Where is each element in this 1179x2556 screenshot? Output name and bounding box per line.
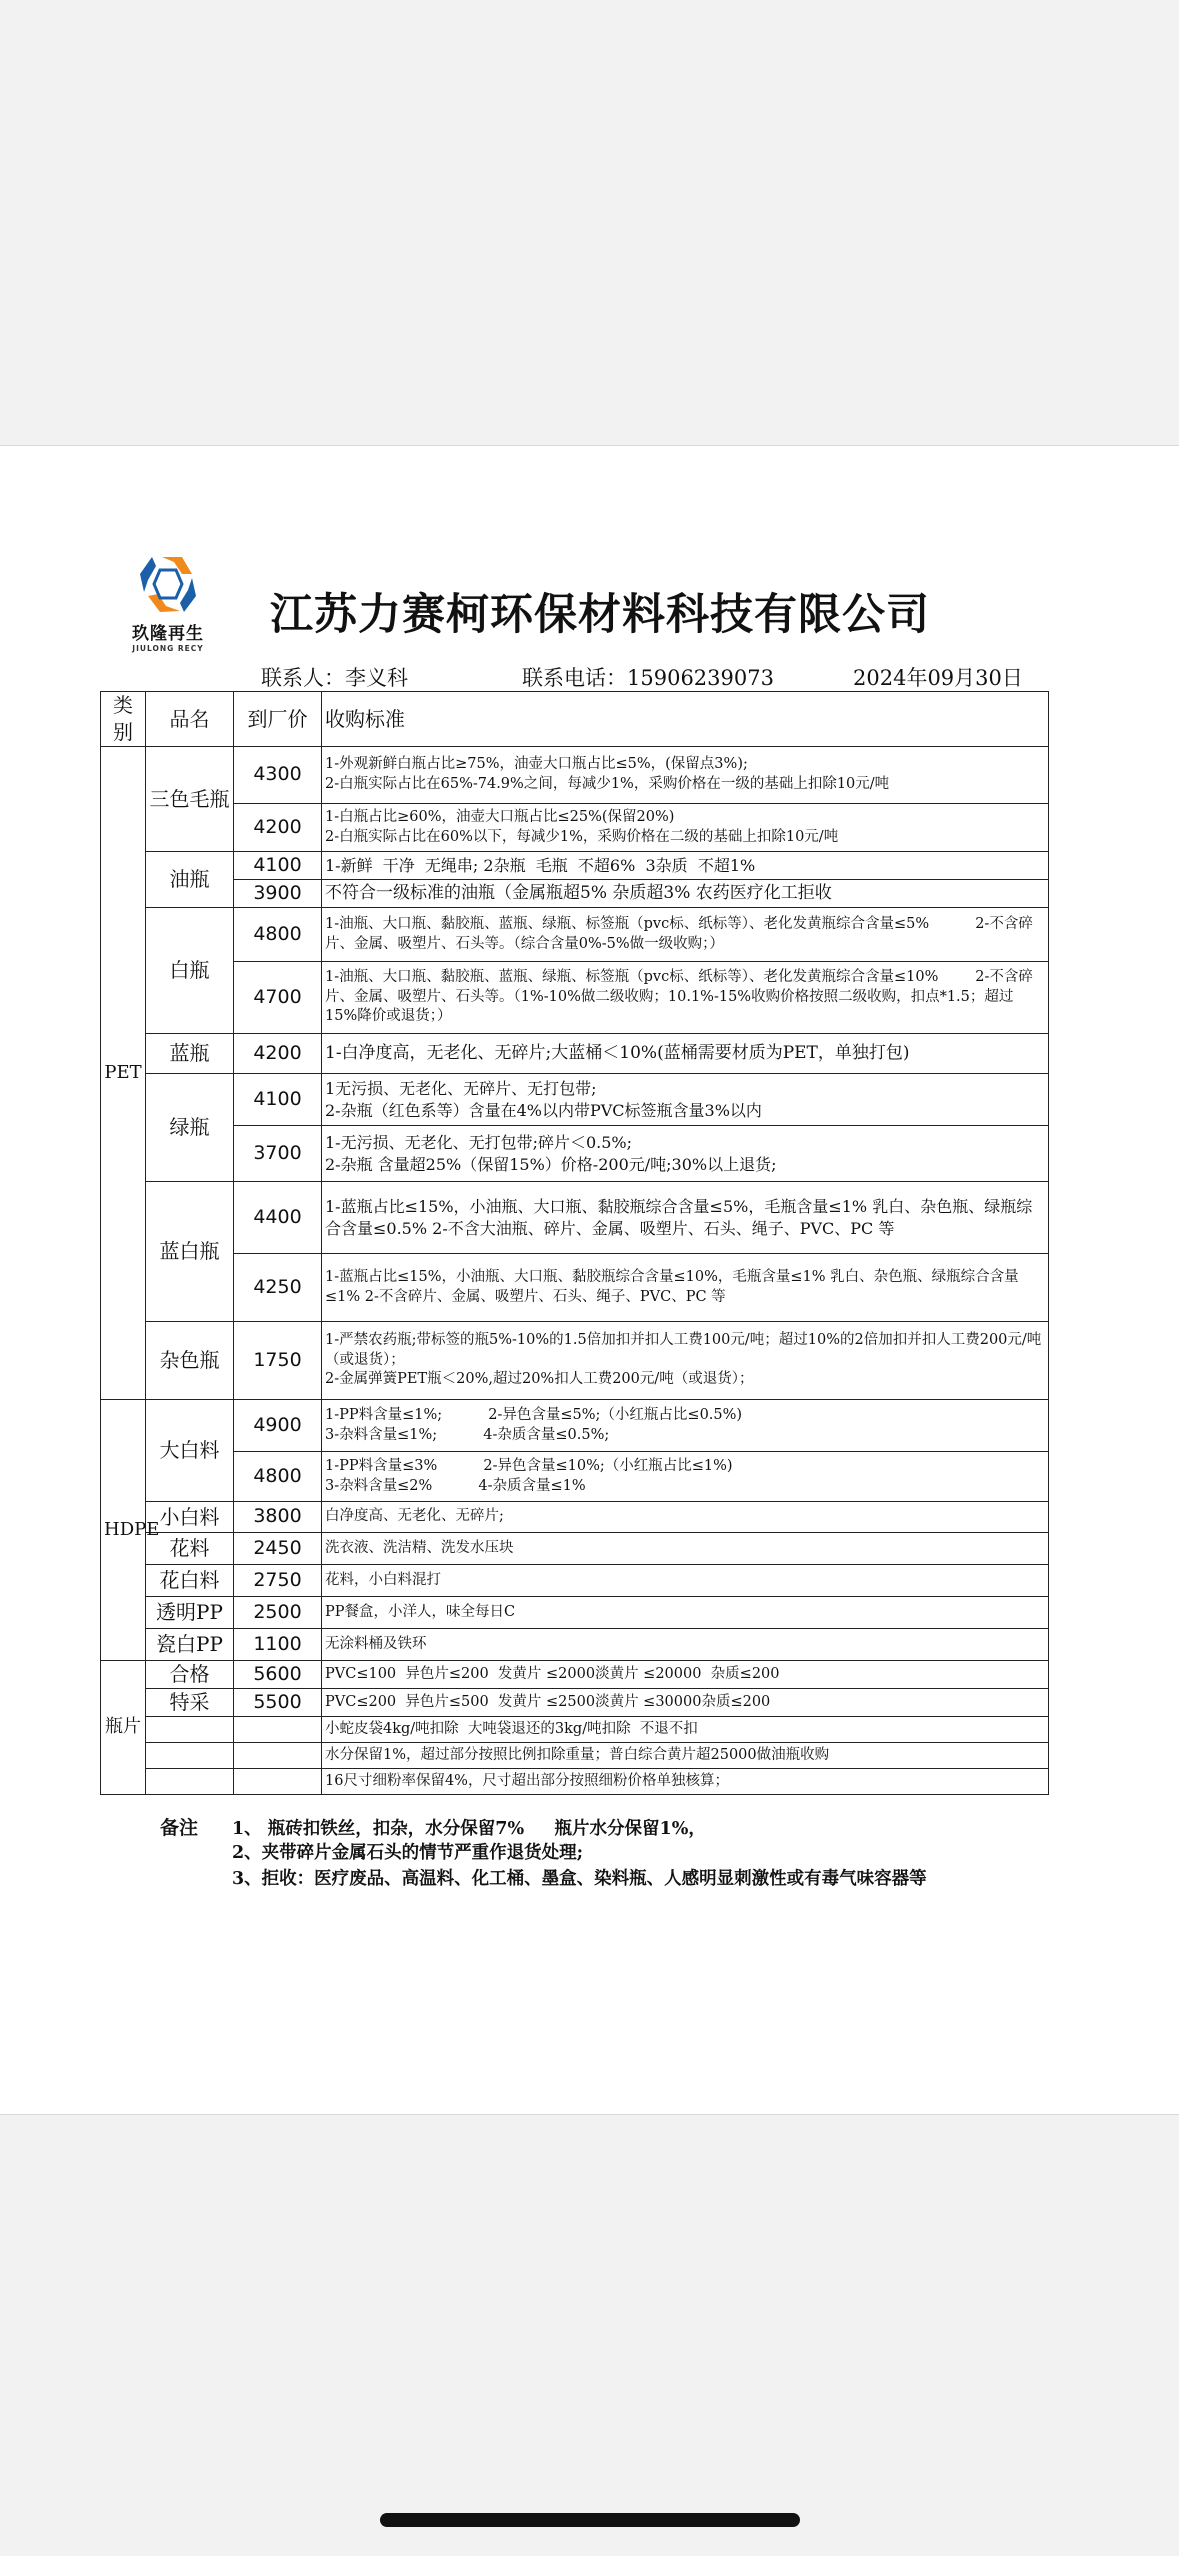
item-name: 三色毛瓶 — [146, 747, 234, 852]
table-row — [101, 908, 1049, 962]
price-cell: 4800 — [234, 1452, 322, 1502]
category-hdpe: HDPE — [101, 1400, 146, 1661]
item-name: 特采 — [146, 1689, 234, 1717]
price-cell: 5600 — [234, 1661, 322, 1689]
price-cell: 4100 — [234, 1074, 322, 1126]
price-cell — [234, 1769, 322, 1795]
price-cell: 1100 — [234, 1629, 322, 1661]
item-name: 花料 — [146, 1533, 234, 1565]
price-cell: 4250 — [234, 1254, 322, 1322]
standard-cell: 小蛇皮袋4kg/吨扣除 大吨袋退还的3kg/吨扣除 不退不扣 — [322, 1717, 1049, 1743]
standard-cell: 1-蓝瓶占比≤15%，小油瓶、大口瓶、黏胶瓶综合含量≤10%，毛瓶含量≤1% 乳白、杂色瓶、绿瓶综合含量≤1% 2-不含碎片、金属、吸塑片、石头、绳子、PVC、PC 等 — [322, 1254, 1049, 1322]
standard-cell: 1-白瓶占比≥60%，油壶大口瓶占比≤25%(保留20%) 2-白瓶实际占比在60%以下，每减少1%，采购价格在二级的基础上扣除10元/吨 — [322, 804, 1049, 852]
table-row — [101, 747, 1049, 804]
price-cell: 4200 — [234, 804, 322, 852]
table-row — [101, 804, 1049, 852]
table-row — [101, 1254, 1049, 1322]
item-name — [146, 1769, 234, 1795]
item-name: 瓷白PP — [146, 1629, 234, 1661]
table-row — [101, 1661, 1049, 1689]
category-flakes: 瓶片 — [101, 1661, 146, 1795]
price-cell: 4200 — [234, 1034, 322, 1074]
price-cell: 3800 — [234, 1502, 322, 1533]
contact-phone: 联系电话：15906239073 — [522, 666, 774, 690]
item-name: 白瓶 — [146, 908, 234, 1034]
item-name: 小白料 — [146, 1502, 234, 1533]
table-row — [101, 1502, 1049, 1533]
standard-cell: PVC≤200 异色片≤500 发黄片 ≤2500淡黄片 ≤30000杂质≤200 — [322, 1689, 1049, 1717]
sheet-date: 2024年09月30日 — [853, 666, 1023, 690]
item-name — [146, 1717, 234, 1743]
price-cell: 2500 — [234, 1597, 322, 1629]
price-cell: 3900 — [234, 880, 322, 908]
note-line: 3、拒收：医疗废品、高温料、化工桶、墨盒、染料瓶、人感明显刺激性或有毒气味容器等 — [232, 1869, 927, 1889]
category-pet: PET — [101, 747, 146, 1400]
item-name: 油瓶 — [146, 852, 234, 908]
table-row — [101, 1689, 1049, 1717]
table-row — [101, 1182, 1049, 1254]
standard-cell: 1-严禁农药瓶;带标签的瓶5%-10%的1.5倍加扣并扣人工费100元/吨；超过10%的2倍加扣并扣人工费200元/吨（或退货）； 2-金属弹簧PET瓶＜20%,超过20%扣人工费200元/吨（或退货）； — [322, 1322, 1049, 1400]
contact-person: 联系人：李义科 — [261, 666, 408, 690]
standard-cell: 1-外观新鲜白瓶占比≥75%，油壶大口瓶占比≤5%，(保留点3%); 2-白瓶实际占比在65%-74.9%之间，每减少1%，采购价格在一级的基础上扣除10元/吨 — [322, 747, 1049, 804]
table-row — [101, 880, 1049, 908]
table-row — [101, 1717, 1049, 1743]
logo-text: 玖隆再生 — [132, 624, 204, 644]
standard-cell: 1-新鲜 干净 无绳串; 2杂瓶 毛瓶 不超6% 3杂质 不超1% — [322, 852, 1049, 880]
standard-cell: 无涂料桶及铁环 — [322, 1629, 1049, 1661]
standard-cell: 不符合一级标准的油瓶（金属瓶超5% 杂质超3% 农药医疗化工拒收 — [322, 880, 1049, 908]
table-row — [101, 1400, 1049, 1452]
header-item: 品名 — [146, 692, 234, 747]
standard-cell: 1-油瓶、大口瓶、黏胶瓶、蓝瓶、绿瓶、标签瓶（pvc标、纸标等）、老化发黄瓶综合含量≤5% 2-不含碎片、金属、吸塑片、石头等。（综合含量0%-5%做一级收购；） — [322, 908, 1049, 962]
price-cell: 4900 — [234, 1400, 322, 1452]
standard-cell: 1-油瓶、大口瓶、黏胶瓶、蓝瓶、绿瓶、标签瓶（pvc标、纸标等）、老化发黄瓶综合含量≤10% 2-不含碎片、金属、吸塑片、石头等。（1%-10%做二级收购；10.1%-15%收购价格按照二级收购，扣点*1.5；超过15%降价或退货；） — [322, 962, 1049, 1034]
header-standard: 收购标准 — [322, 692, 1049, 747]
standard-cell: 1-无污损、无老化、无打包带;碎片＜0.5%; 2-杂瓶 含量超25%（保留15%）价格-200元/吨;30%以上退货; — [322, 1126, 1049, 1182]
price-cell — [234, 1743, 322, 1769]
table-row — [101, 1533, 1049, 1565]
standard-cell: PVC≤100 异色片≤200 发黄片 ≤2000淡黄片 ≤20000 杂质≤200 — [322, 1661, 1049, 1689]
item-name — [146, 1743, 234, 1769]
company-name: 江苏力赛柯环保材料科技有限公司 — [270, 590, 930, 640]
logo-subtext: JIULONG RECY — [132, 644, 204, 653]
table-row — [101, 1769, 1049, 1795]
company-logo — [128, 551, 208, 653]
item-name: 合格 — [146, 1661, 234, 1689]
standard-cell: 16尺寸细粉率保留4%，尺寸超出部分按照细粉价格单独核算； — [322, 1769, 1049, 1795]
header-category: 类别 — [101, 692, 146, 747]
item-name: 透明PP — [146, 1597, 234, 1629]
table-row — [101, 1452, 1049, 1502]
price-cell: 3700 — [234, 1126, 322, 1182]
price-table — [100, 691, 1049, 1795]
price-cell: 4100 — [234, 852, 322, 880]
table-row — [101, 1126, 1049, 1182]
price-cell: 1750 — [234, 1322, 322, 1400]
header-price: 到厂价 — [234, 692, 322, 747]
standard-cell: PP餐盒，小洋人，味全每日C — [322, 1597, 1049, 1629]
table-row — [101, 962, 1049, 1034]
price-cell: 4700 — [234, 962, 322, 1034]
item-name: 绿瓶 — [146, 1074, 234, 1182]
recycle-logo-icon — [135, 551, 201, 617]
item-name: 花白料 — [146, 1565, 234, 1597]
item-name: 蓝白瓶 — [146, 1182, 234, 1322]
table-row — [101, 1743, 1049, 1769]
notes-label: 备注 — [160, 1817, 199, 1839]
table-row — [101, 1074, 1049, 1126]
price-sheet — [0, 445, 1179, 2115]
table-row — [101, 852, 1049, 880]
standard-cell: 1-蓝瓶占比≤15%，小油瓶、大口瓶、黏胶瓶综合含量≤5%，毛瓶含量≤1% 乳白、杂色瓶、绿瓶综合含量≤0.5% 2-不含大油瓶、碎片、金属、吸塑片、石头、绳子、PVC、PC 等 — [322, 1182, 1049, 1254]
home-indicator[interactable] — [380, 2513, 800, 2527]
price-cell: 4300 — [234, 747, 322, 804]
table-row — [101, 1597, 1049, 1629]
standard-cell: 水分保留1%，超过部分按照比例扣除重量；普白综合黄片超25000做油瓶收购 — [322, 1743, 1049, 1769]
table-row — [101, 1322, 1049, 1400]
item-name: 杂色瓶 — [146, 1322, 234, 1400]
price-cell: 4800 — [234, 908, 322, 962]
table-row — [101, 1565, 1049, 1597]
price-cell: 4400 — [234, 1182, 322, 1254]
standard-cell: 花料，小白料混打 — [322, 1565, 1049, 1597]
standard-cell: 1-PP料含量≤1%; 2-异色含量≤5%;（小红瓶占比≤0.5%) 3-杂料含量≤1%; 4-杂质含量≤0.5%; — [322, 1400, 1049, 1452]
price-cell: 2750 — [234, 1565, 322, 1597]
standard-cell: 1-白净度高，无老化、无碎片;大蓝桶＜10%(蓝桶需要材质为PET，单独打包) — [322, 1034, 1049, 1074]
standard-cell: 洗衣液、洗洁精、洗发水压块 — [322, 1533, 1049, 1565]
price-cell — [234, 1717, 322, 1743]
price-cell: 2450 — [234, 1533, 322, 1565]
table-row — [101, 1034, 1049, 1074]
item-name: 蓝瓶 — [146, 1034, 234, 1074]
standard-cell: 白净度高、无老化、无碎片; — [322, 1502, 1049, 1533]
price-cell: 5500 — [234, 1689, 322, 1717]
note-line: 1、 瓶砖扣铁丝，扣杂，水分保留7% 瓶片水分保留1%， — [232, 1819, 706, 1839]
standard-cell: 1-PP料含量≤3% 2-异色含量≤10%;（小红瓶占比≤1%) 3-杂料含量≤2% 4-杂质含量≤1% — [322, 1452, 1049, 1502]
note-line: 2、夹带碎片金属石头的情节严重作退货处理; — [232, 1843, 584, 1863]
standard-cell: 1无污损、无老化、无碎片、无打包带; 2-杂瓶（红色系等）含量在4%以内带PVC标签瓶含量3%以内 — [322, 1074, 1049, 1126]
item-name: 大白料 — [146, 1400, 234, 1502]
notes-section — [160, 1813, 927, 1891]
table-row — [101, 1629, 1049, 1661]
table-header-row — [101, 692, 1049, 747]
